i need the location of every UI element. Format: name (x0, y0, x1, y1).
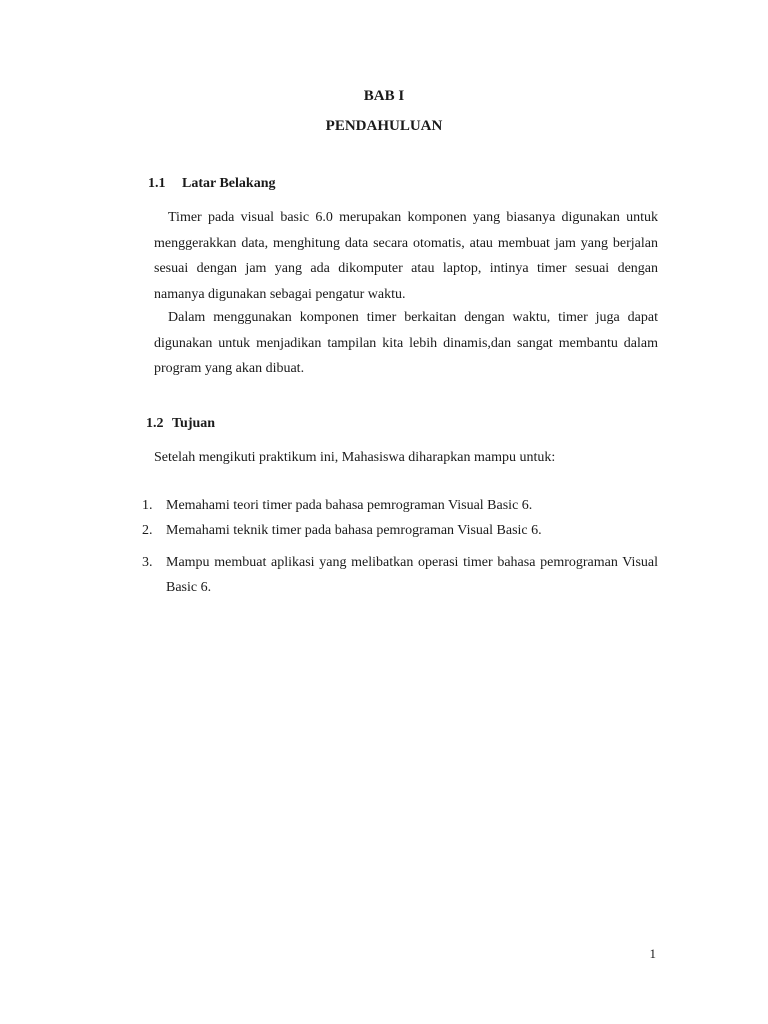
section-heading-latar-belakang (148, 176, 275, 192)
list-text: Memahami teori timer pada bahasa pemrograman Visual Basic 6. (166, 498, 533, 513)
objectives-intro: Setelah mengikuti praktikum ini, Mahasiswa diharapkan mampu untuk: (154, 450, 556, 465)
paragraph: Dalam menggunakan komponen timer berkaitan dengan waktu, timer juga dapat digunakan untuk menjadikan tampilan kita lebih dinamis,dan sangat membantu dalam program yang akan dibuat. (154, 310, 658, 376)
chapter-title: PENDAHULUAN (325, 118, 443, 134)
section-number: 1.2 (146, 416, 164, 431)
list-text: Mampu membuat aplikasi yang melibatkan operasi timer bahasa pemrograman Visual Basic 6. (166, 555, 658, 595)
paragraph: Timer pada visual basic 6.0 merupakan komponen yang biasanya digunakan untuk menggerakkan data, menghitung data secara otomatis, atau membuat jam yang berjalan sesuai dengan jam yang ada dikomputer atau laptop, intinya timer sesuai dengan namanya digunakan sebagai pengatur waktu. (154, 210, 658, 302)
list-item (142, 493, 658, 518)
list-item (142, 518, 658, 543)
page-number: 1 (649, 946, 656, 961)
chapter-number: BAB I (363, 88, 405, 104)
list-text: Memahami teknik timer pada bahasa pemrograman Visual Basic 6. (166, 523, 542, 538)
section-number: 1.1 (148, 176, 166, 191)
list-number: 2. (142, 523, 153, 538)
section-title: Tujuan (172, 416, 216, 431)
list-item (142, 550, 658, 600)
list-number: 3. (142, 555, 153, 570)
list-number: 1. (142, 498, 153, 513)
section-title: Latar Belakang (182, 176, 276, 191)
section-heading-tujuan (146, 416, 215, 432)
